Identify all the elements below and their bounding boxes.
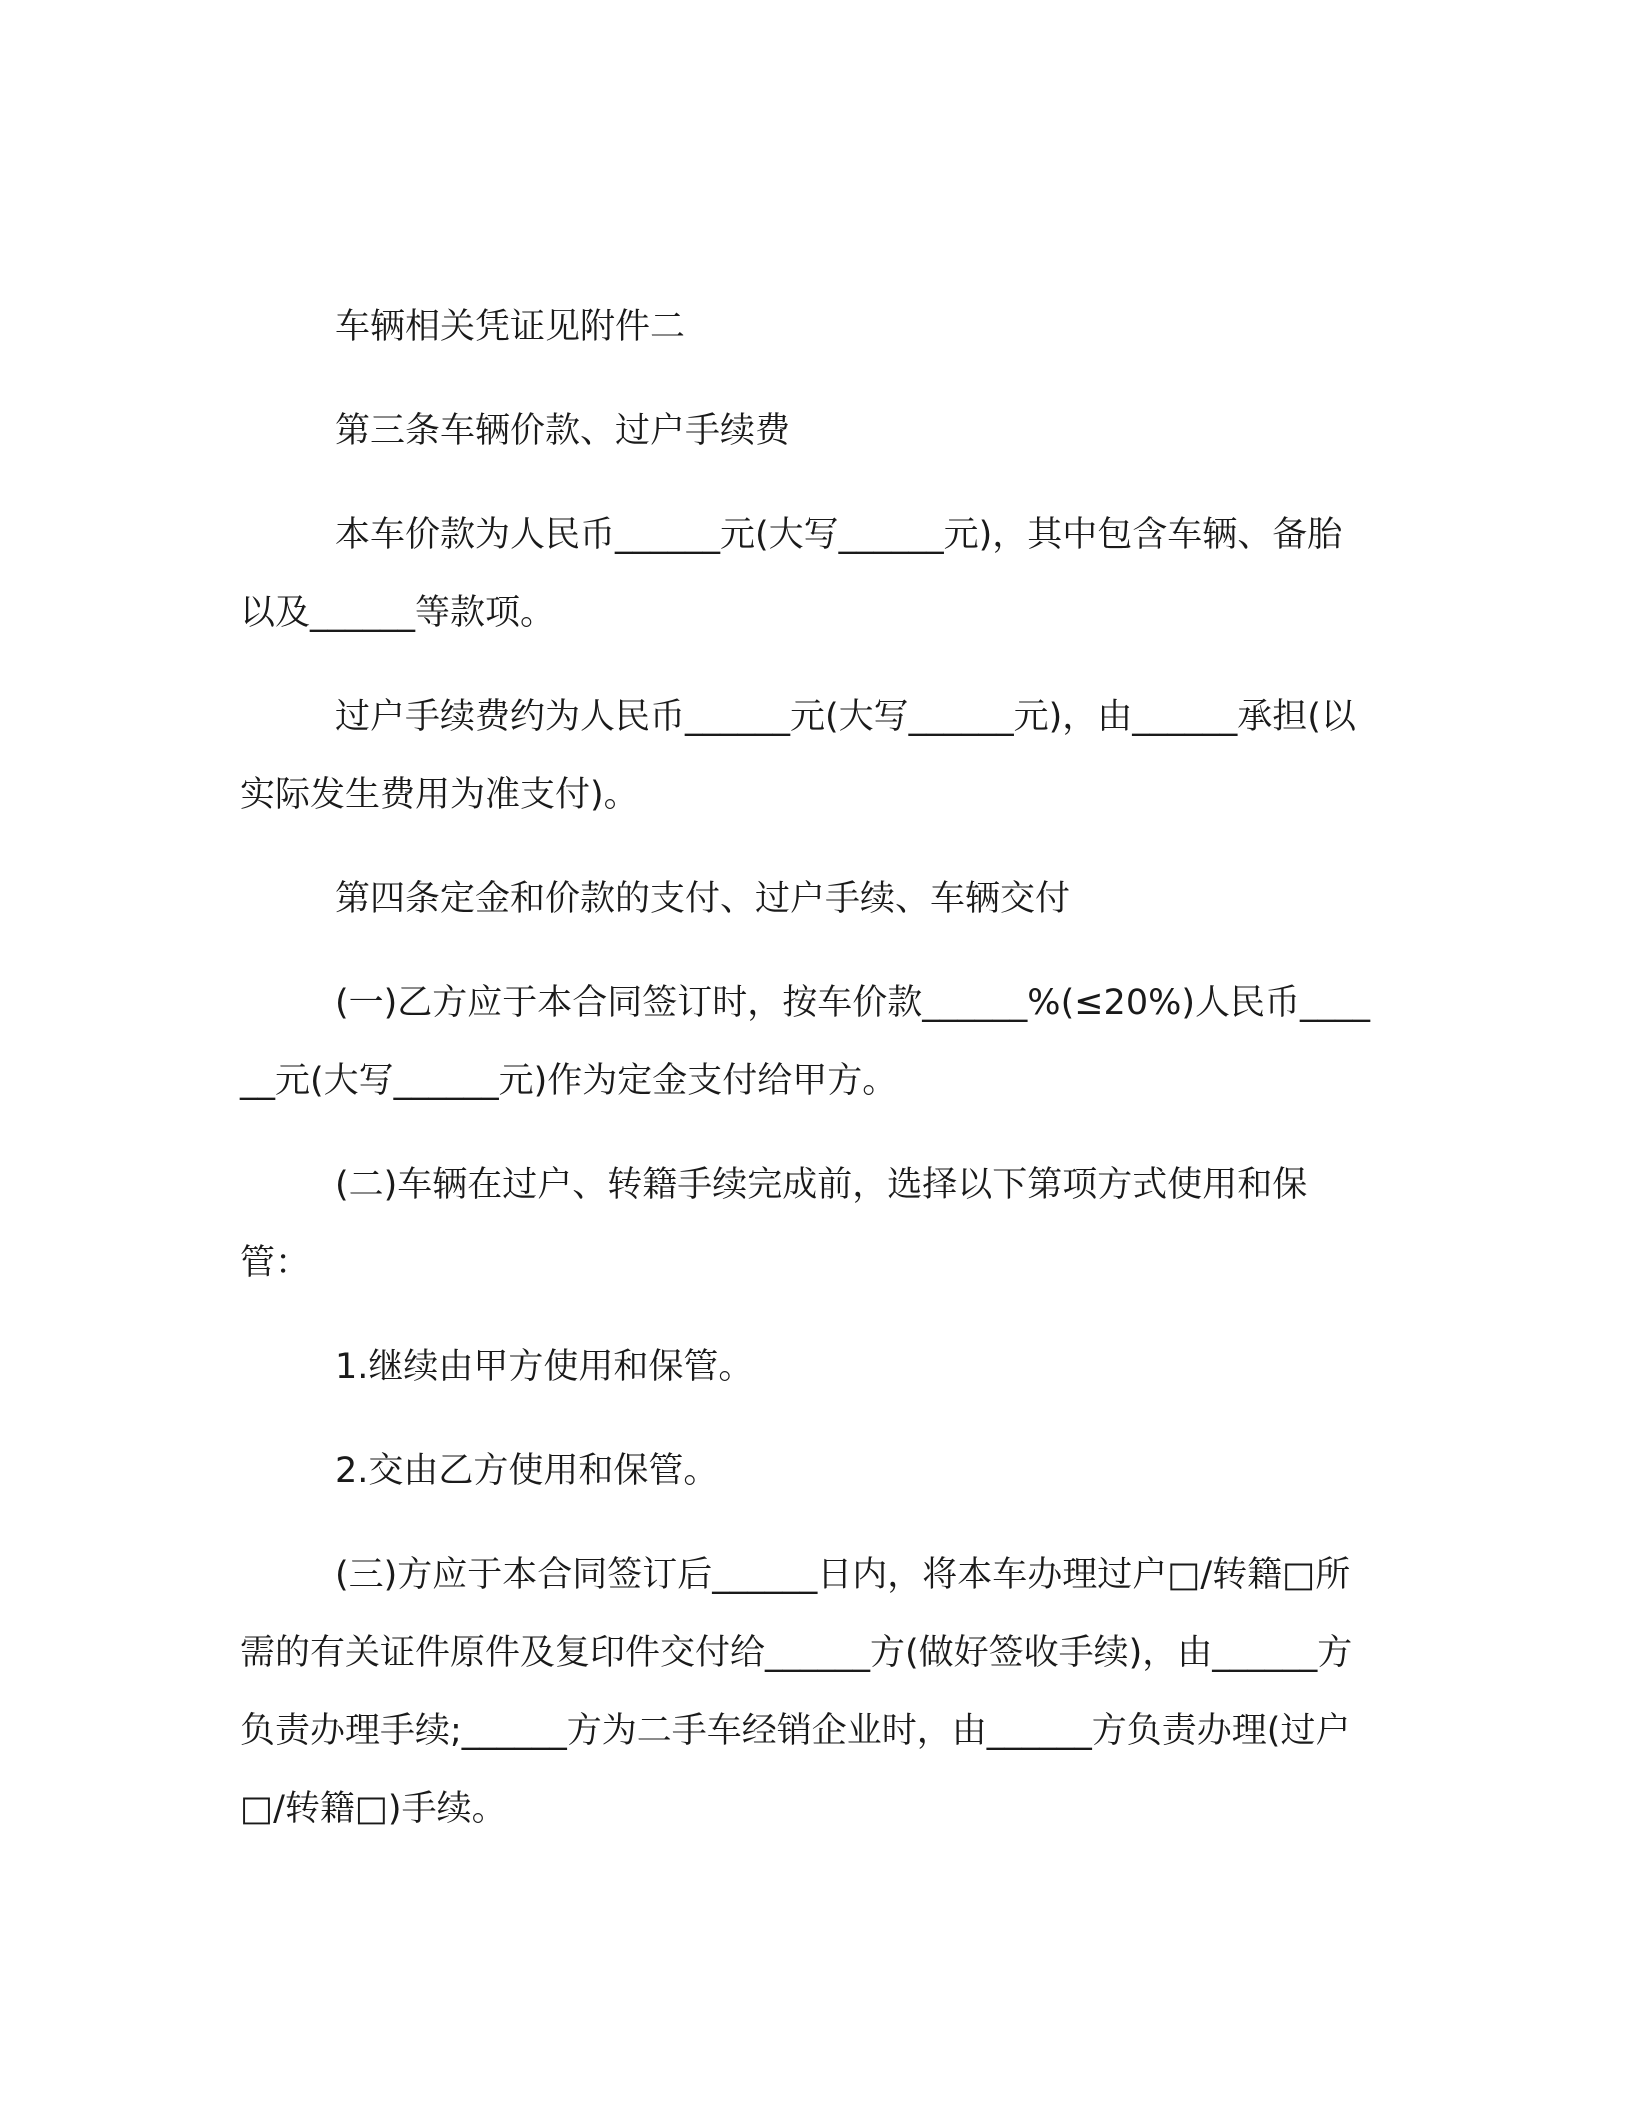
paragraph-vehicle-price: 本车价款为人民币______元(大写______元)，其中包含车辆、备胎以及______等款项。: [240, 515, 1343, 633]
paragraph-transfer-fee: 过户手续费约为人民币______元(大写______元)，由______承担(以实际发生费用为准支付)。: [240, 697, 1356, 815]
paragraph-option-2: 2.交由乙方使用和保管。: [335, 1451, 719, 1491]
paragraph-attachment-note: 车辆相关凭证见附件二: [335, 307, 686, 347]
heading-article-3: 第三条车辆价款、过户手续费: [335, 411, 791, 451]
heading-article-4: 第四条定金和价款的支付、过户手续、车辆交付: [335, 879, 1071, 919]
paragraph-deposit: (一)乙方应于本合同签订时，按车价款______%(≤20%)人民币______元(大写______元)作为定金支付给甲方。: [240, 983, 1370, 1101]
paragraph-option-1: 1.继续由甲方使用和保管。: [335, 1347, 754, 1387]
document-body: [240, 288, 1375, 1874]
paragraph-usage-custody: (二)车辆在过户、转籍手续完成前，选择以下第项方式使用和保管：: [240, 1165, 1308, 1283]
paragraph-transfer-procedure: (三)方应于本合同签订后______日内，将本车办理过户□/转籍□所需的有关证件原件及复印件交付给______方(做好签收手续)，由______方负责办理手续;______方为二手车经销企业时，由______方负责办理(过户□/转籍□)手续。: [240, 1555, 1353, 1829]
